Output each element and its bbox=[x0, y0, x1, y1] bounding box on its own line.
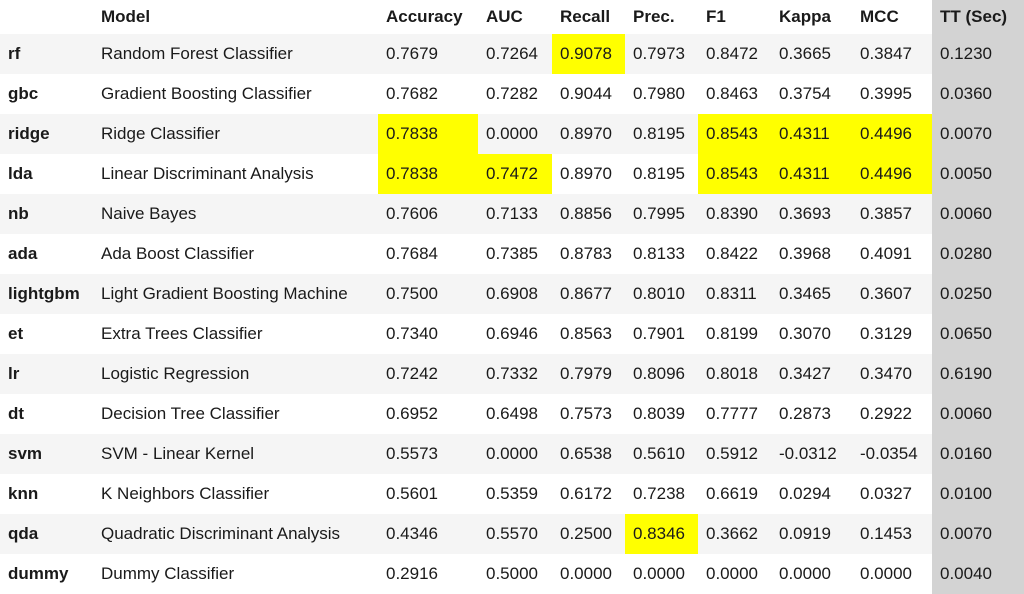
cell-recall: 0.6172 bbox=[552, 474, 625, 514]
cell-mcc: 0.3847 bbox=[852, 34, 932, 74]
cell-recall: 0.8783 bbox=[552, 234, 625, 274]
cell-prec: 0.8133 bbox=[625, 234, 698, 274]
cell-prec: 0.8195 bbox=[625, 114, 698, 154]
cell-prec: 0.8010 bbox=[625, 274, 698, 314]
cell-model: Gradient Boosting Classifier bbox=[95, 74, 378, 114]
table-row bbox=[0, 434, 1024, 474]
cell-index: nb bbox=[0, 194, 95, 234]
cell-f1: 0.3662 bbox=[698, 514, 771, 554]
header-prec: Prec. bbox=[633, 7, 675, 26]
cell-recall: 0.8856 bbox=[552, 194, 625, 234]
cell-auc: 0.7264 bbox=[478, 34, 552, 74]
cell-auc: 0.5570 bbox=[478, 514, 552, 554]
cell-mcc: 0.4496 bbox=[852, 114, 932, 154]
cell-mcc: 0.2922 bbox=[852, 394, 932, 434]
cell-kappa: 0.0000 bbox=[771, 554, 852, 594]
cell-index: knn bbox=[0, 474, 95, 514]
cell-tt: 0.0650 bbox=[932, 314, 1024, 354]
cell-recall: 0.8563 bbox=[552, 314, 625, 354]
cell-mcc: 0.3995 bbox=[852, 74, 932, 114]
cell-tt: 0.0070 bbox=[932, 514, 1024, 554]
table-row bbox=[0, 354, 1024, 394]
cell-recall: 0.0000 bbox=[552, 554, 625, 594]
cell-model: Quadratic Discriminant Analysis bbox=[95, 514, 378, 554]
cell-f1: 0.7777 bbox=[698, 394, 771, 434]
table-row bbox=[0, 154, 1024, 194]
cell-kappa: 0.2873 bbox=[771, 394, 852, 434]
cell-model: Extra Trees Classifier bbox=[95, 314, 378, 354]
cell-tt: 0.0250 bbox=[932, 274, 1024, 314]
cell-kappa: 0.4311 bbox=[771, 114, 852, 154]
header-recall: Recall bbox=[560, 7, 611, 26]
cell-prec: 0.7973 bbox=[625, 34, 698, 74]
header-kappa: Kappa bbox=[779, 7, 831, 26]
cell-mcc: 0.0000 bbox=[852, 554, 932, 594]
cell-tt: 0.0070 bbox=[932, 114, 1024, 154]
table-row bbox=[0, 274, 1024, 314]
cell-accuracy: 0.5601 bbox=[378, 474, 478, 514]
table-row bbox=[0, 314, 1024, 354]
table-row bbox=[0, 234, 1024, 274]
cell-prec: 0.7995 bbox=[625, 194, 698, 234]
cell-tt: 0.0280 bbox=[932, 234, 1024, 274]
header-f1: F1 bbox=[706, 7, 726, 26]
cell-prec: 0.8039 bbox=[625, 394, 698, 434]
cell-auc: 0.0000 bbox=[478, 114, 552, 154]
cell-mcc: 0.3129 bbox=[852, 314, 932, 354]
cell-model: Light Gradient Boosting Machine bbox=[95, 274, 378, 314]
cell-accuracy: 0.7340 bbox=[378, 314, 478, 354]
cell-auc: 0.6946 bbox=[478, 314, 552, 354]
cell-f1: 0.8390 bbox=[698, 194, 771, 234]
cell-auc: 0.7133 bbox=[478, 194, 552, 234]
cell-kappa: 0.3968 bbox=[771, 234, 852, 274]
cell-recall: 0.8970 bbox=[552, 114, 625, 154]
cell-auc: 0.7385 bbox=[478, 234, 552, 274]
table-row bbox=[0, 74, 1024, 114]
cell-model: Random Forest Classifier bbox=[95, 34, 378, 74]
cell-index: dummy bbox=[0, 554, 95, 594]
cell-f1: 0.5912 bbox=[698, 434, 771, 474]
header-index bbox=[0, 0, 95, 34]
cell-f1: 0.0000 bbox=[698, 554, 771, 594]
cell-auc: 0.7282 bbox=[478, 74, 552, 114]
table-header bbox=[0, 0, 1024, 34]
cell-tt: 0.0040 bbox=[932, 554, 1024, 594]
cell-index: et bbox=[0, 314, 95, 354]
cell-auc: 0.7332 bbox=[478, 354, 552, 394]
cell-kappa: 0.0919 bbox=[771, 514, 852, 554]
cell-accuracy: 0.7838 bbox=[378, 114, 478, 154]
table-row bbox=[0, 554, 1024, 594]
cell-recall: 0.7573 bbox=[552, 394, 625, 434]
cell-prec: 0.8096 bbox=[625, 354, 698, 394]
cell-mcc: 0.3607 bbox=[852, 274, 932, 314]
cell-model: SVM - Linear Kernel bbox=[95, 434, 378, 474]
cell-accuracy: 0.7684 bbox=[378, 234, 478, 274]
cell-f1: 0.8463 bbox=[698, 74, 771, 114]
header-row bbox=[0, 0, 1024, 34]
cell-f1: 0.8311 bbox=[698, 274, 771, 314]
cell-accuracy: 0.7838 bbox=[378, 154, 478, 194]
cell-index: rf bbox=[0, 34, 95, 74]
cell-mcc: 0.1453 bbox=[852, 514, 932, 554]
cell-f1: 0.8543 bbox=[698, 114, 771, 154]
cell-accuracy: 0.7242 bbox=[378, 354, 478, 394]
header-model: Model bbox=[101, 7, 151, 26]
cell-kappa: -0.0312 bbox=[771, 434, 852, 474]
cell-tt: 0.0160 bbox=[932, 434, 1024, 474]
cell-index: dt bbox=[0, 394, 95, 434]
table-row bbox=[0, 114, 1024, 154]
cell-model: Logistic Regression bbox=[95, 354, 378, 394]
cell-recall: 0.9044 bbox=[552, 74, 625, 114]
cell-prec: 0.7980 bbox=[625, 74, 698, 114]
cell-model: K Neighbors Classifier bbox=[95, 474, 378, 514]
cell-auc: 0.7472 bbox=[478, 154, 552, 194]
cell-prec: 0.0000 bbox=[625, 554, 698, 594]
cell-recall: 0.6538 bbox=[552, 434, 625, 474]
cell-mcc: 0.3857 bbox=[852, 194, 932, 234]
cell-prec: 0.7901 bbox=[625, 314, 698, 354]
cell-tt: 0.6190 bbox=[932, 354, 1024, 394]
cell-index: lda bbox=[0, 154, 95, 194]
cell-model: Ridge Classifier bbox=[95, 114, 378, 154]
cell-accuracy: 0.7500 bbox=[378, 274, 478, 314]
cell-model: Ada Boost Classifier bbox=[95, 234, 378, 274]
cell-model: Naive Bayes bbox=[95, 194, 378, 234]
cell-f1: 0.8543 bbox=[698, 154, 771, 194]
cell-accuracy: 0.7606 bbox=[378, 194, 478, 234]
table-row bbox=[0, 514, 1024, 554]
cell-prec: 0.8195 bbox=[625, 154, 698, 194]
cell-tt: 0.0050 bbox=[932, 154, 1024, 194]
table-row bbox=[0, 394, 1024, 434]
cell-recall: 0.9078 bbox=[552, 34, 625, 74]
table-row bbox=[0, 34, 1024, 74]
cell-f1: 0.8018 bbox=[698, 354, 771, 394]
table-row bbox=[0, 474, 1024, 514]
cell-tt: 0.0060 bbox=[932, 194, 1024, 234]
cell-model: Dummy Classifier bbox=[95, 554, 378, 594]
cell-f1: 0.8422 bbox=[698, 234, 771, 274]
cell-kappa: 0.3070 bbox=[771, 314, 852, 354]
cell-recall: 0.8677 bbox=[552, 274, 625, 314]
cell-mcc: -0.0354 bbox=[852, 434, 932, 474]
cell-auc: 0.6908 bbox=[478, 274, 552, 314]
cell-model: Linear Discriminant Analysis bbox=[95, 154, 378, 194]
cell-mcc: 0.0327 bbox=[852, 474, 932, 514]
cell-mcc: 0.4496 bbox=[852, 154, 932, 194]
cell-tt: 0.0060 bbox=[932, 394, 1024, 434]
cell-f1: 0.8472 bbox=[698, 34, 771, 74]
cell-auc: 0.5359 bbox=[478, 474, 552, 514]
cell-auc: 0.0000 bbox=[478, 434, 552, 474]
cell-index: qda bbox=[0, 514, 95, 554]
cell-accuracy: 0.5573 bbox=[378, 434, 478, 474]
cell-kappa: 0.3754 bbox=[771, 74, 852, 114]
cell-kappa: 0.3427 bbox=[771, 354, 852, 394]
cell-accuracy: 0.6952 bbox=[378, 394, 478, 434]
table-row bbox=[0, 194, 1024, 234]
cell-recall: 0.8970 bbox=[552, 154, 625, 194]
cell-prec: 0.7238 bbox=[625, 474, 698, 514]
cell-model: Decision Tree Classifier bbox=[95, 394, 378, 434]
cell-tt: 0.0360 bbox=[932, 74, 1024, 114]
cell-prec: 0.8346 bbox=[625, 514, 698, 554]
cell-mcc: 0.3470 bbox=[852, 354, 932, 394]
cell-auc: 0.6498 bbox=[478, 394, 552, 434]
cell-auc: 0.5000 bbox=[478, 554, 552, 594]
table-body bbox=[0, 34, 1024, 594]
cell-accuracy: 0.4346 bbox=[378, 514, 478, 554]
header-auc: AUC bbox=[486, 7, 523, 26]
cell-f1: 0.6619 bbox=[698, 474, 771, 514]
cell-tt: 0.0100 bbox=[932, 474, 1024, 514]
cell-kappa: 0.3465 bbox=[771, 274, 852, 314]
cell-accuracy: 0.7679 bbox=[378, 34, 478, 74]
cell-mcc: 0.4091 bbox=[852, 234, 932, 274]
cell-index: svm bbox=[0, 434, 95, 474]
header-accuracy: Accuracy bbox=[386, 7, 463, 26]
cell-prec: 0.5610 bbox=[625, 434, 698, 474]
cell-index: gbc bbox=[0, 74, 95, 114]
cell-f1: 0.8199 bbox=[698, 314, 771, 354]
cell-index: ridge bbox=[0, 114, 95, 154]
cell-index: lightgbm bbox=[0, 274, 95, 314]
header-mcc: MCC bbox=[860, 7, 899, 26]
cell-index: lr bbox=[0, 354, 95, 394]
cell-kappa: 0.0294 bbox=[771, 474, 852, 514]
cell-kappa: 0.3665 bbox=[771, 34, 852, 74]
cell-kappa: 0.3693 bbox=[771, 194, 852, 234]
cell-tt: 0.1230 bbox=[932, 34, 1024, 74]
header-tt: TT (Sec) bbox=[932, 0, 1024, 34]
cell-recall: 0.2500 bbox=[552, 514, 625, 554]
cell-kappa: 0.4311 bbox=[771, 154, 852, 194]
cell-recall: 0.7979 bbox=[552, 354, 625, 394]
cell-index: ada bbox=[0, 234, 95, 274]
cell-accuracy: 0.7682 bbox=[378, 74, 478, 114]
cell-accuracy: 0.2916 bbox=[378, 554, 478, 594]
